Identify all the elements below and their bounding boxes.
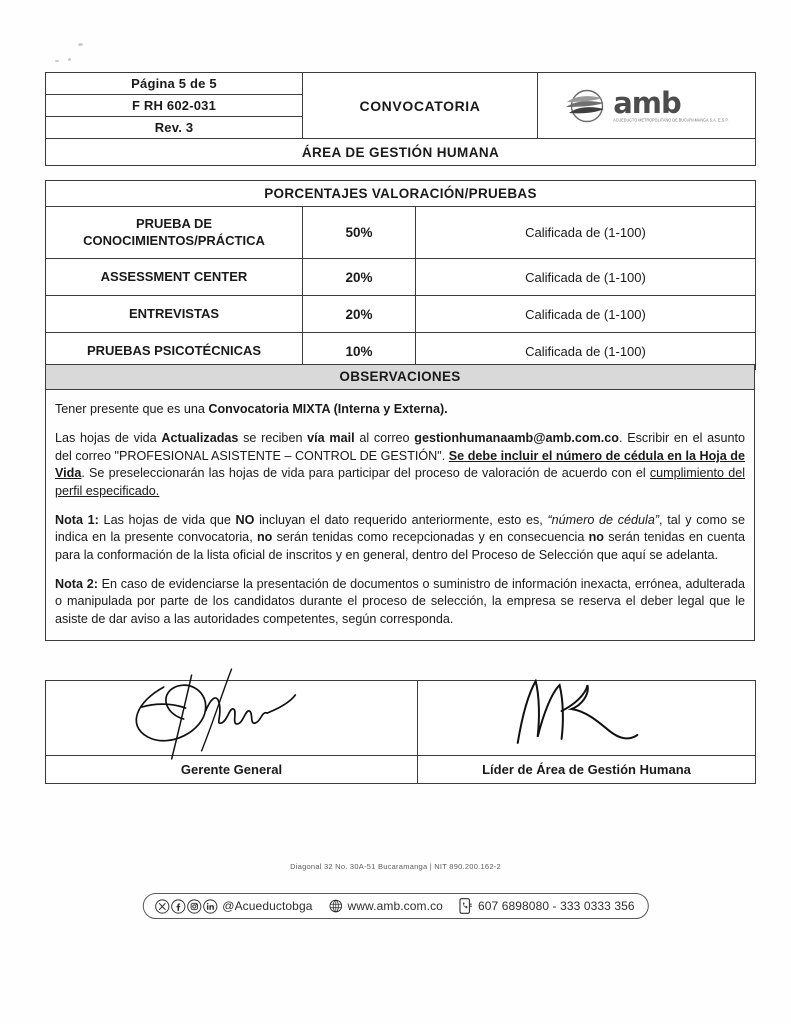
instagram-icon[interactable] <box>186 899 201 914</box>
obs-p2-t4: . Escribir en el asunto del correo "PROFESIONAL ASISTENTE – CONTROL DE GESTIÓN". <box>55 431 745 463</box>
observations-band-title: OBSERVACIONES <box>46 365 754 390</box>
nota1-b2: no <box>256 530 273 545</box>
phone-numbers[interactable]: 607 6898080 - 333 0333 356 <box>477 899 635 913</box>
website-link[interactable]: www.amb.com.co <box>347 899 443 913</box>
obs-p2-b1: Actualizadas <box>161 431 239 446</box>
nota1-t4: serán tenidas como recepcionadas y en consecuencia <box>272 530 589 545</box>
nota1-b1: NO <box>235 512 255 527</box>
signature-table <box>45 680 756 784</box>
document-header <box>45 72 756 166</box>
signature-cell-right <box>418 681 756 756</box>
obs-p2-t3: al correo <box>354 431 415 446</box>
page-number-cell: Página 5 de 5 <box>46 73 303 95</box>
test-name: PRUEBAS PSICOTÉCNICAS <box>46 333 303 370</box>
test-note: Calificada de (1-100) <box>416 259 756 296</box>
revision-cell: Rev. 3 <box>46 117 303 139</box>
obs-p2-bold-underline: Se debe incluir el número de cédula en la Hoja de Vida <box>55 448 745 481</box>
social-handle[interactable]: @Acueductobga <box>222 899 313 913</box>
logo-text <box>613 85 729 123</box>
test-percent: 50% <box>303 207 416 259</box>
nota1-italic: “número de cédula” <box>547 512 660 527</box>
scan-speck <box>68 58 71 61</box>
header-row-area <box>46 139 756 166</box>
header-table <box>45 72 756 166</box>
obs-p1-bold: Convocatoria MIXTA (Interna y Externa). <box>208 402 448 416</box>
signature-label-row <box>46 756 756 784</box>
nota1-t2: incluyan el dato requerido anteriormente, esto es, <box>254 512 548 527</box>
nota2-label: Nota 2: <box>55 577 98 591</box>
observations-paragraph-2 <box>55 430 745 500</box>
test-note: Calificada de (1-100) <box>416 207 756 259</box>
signature-label-right: Líder de Área de Gestión Humana <box>418 756 756 784</box>
signature-image-row <box>46 681 756 756</box>
percentages-band-row <box>46 181 756 207</box>
footer-contact-bar <box>142 893 648 919</box>
obs-p2-email: gestionhumanaamb@amb.com.co <box>414 431 619 446</box>
obs-p2-underline: cumplimiento del perfil especificado. <box>55 466 745 498</box>
globe-icon <box>329 899 343 913</box>
observations-body <box>46 390 754 640</box>
nota1-t5: serán tenidas en cuenta para la conformación de la lista oficial de inscritos y en general, dentro del Proceso de Selección que aquí se adelanta. <box>55 530 745 562</box>
form-code-cell: F RH 602-031 <box>46 95 303 117</box>
logo-cell <box>538 73 756 139</box>
table-row <box>46 259 756 296</box>
test-percent: 10% <box>303 333 416 370</box>
linkedin-icon[interactable] <box>202 899 217 914</box>
percentages-band-title: PORCENTAJES VALORACIÓN/PRUEBAS <box>46 181 756 207</box>
nota1-b3: no <box>588 530 604 545</box>
nota2-text: En caso de evidenciarse la presentación de documentos o suministro de información inexacta, errónea, adulterada o manipulada por parte de los candidatos durante el proceso de selección, la empresa se reserva el deber legal que le asiste de dar aviso a las autoridades competentes, según corresponda. <box>55 577 745 626</box>
facebook-icon[interactable] <box>170 899 185 914</box>
signature-gerente-general <box>46 667 417 763</box>
observations-paragraph-1 <box>55 401 745 418</box>
logo-wordmark: amb <box>613 85 681 120</box>
amb-wave-icon <box>564 89 610 123</box>
test-percent: 20% <box>303 296 416 333</box>
test-percent: 20% <box>303 259 416 296</box>
x-icon[interactable] <box>154 899 169 914</box>
document-title-cell: CONVOCATORIA <box>303 73 538 139</box>
test-name: ENTREVISTAS <box>46 296 303 333</box>
footer-address: Diagonal 32 No. 30A-51 Bucaramanga | NIT 890.200.162-2 <box>290 862 501 871</box>
observations-section <box>45 364 755 641</box>
header-row-page <box>46 73 756 95</box>
observations-nota-2 <box>55 576 745 628</box>
observations-nota-1 <box>55 512 745 564</box>
signature-lider-area <box>418 667 755 763</box>
test-note: Calificada de (1-100) <box>416 296 756 333</box>
logo-subtitle: ACUEDUCTO METROPOLITANO DE BUCARAMANGA S.A. E.S.P. <box>613 117 729 123</box>
test-name: ASSESSMENT CENTER <box>46 259 303 296</box>
test-name: PRUEBA DE CONOCIMIENTOS/PRÁCTICA <box>46 207 303 259</box>
mobile-phone-icon <box>459 898 473 914</box>
scan-speck <box>78 43 83 46</box>
scan-speck <box>55 60 59 62</box>
percentages-section <box>45 180 756 370</box>
nota1-t3: , tal y como se indica en la presente convocatoria, <box>55 512 745 545</box>
table-row <box>46 207 756 259</box>
percentages-table <box>45 180 756 370</box>
obs-p2-t2: se reciben <box>238 431 308 446</box>
test-note: Calificada de (1-100) <box>416 333 756 370</box>
table-row <box>46 296 756 333</box>
nota1-t1: Las hojas de vida que <box>98 512 236 527</box>
obs-p2-b2: vía mail <box>307 431 355 446</box>
obs-p2-t5: . Se preseleccionarán las hojas de vida para participar del proceso de valoración de acuerdo con el <box>81 466 650 481</box>
signature-section <box>45 680 756 784</box>
obs-p2-t1: Las hojas de vida <box>55 431 162 446</box>
obs-p1-lead: Tener presente que es una <box>55 402 209 416</box>
social-icons-group <box>154 899 217 914</box>
signature-cell-left <box>46 681 418 756</box>
nota1-label: Nota 1: <box>55 512 99 527</box>
area-title-cell: ÁREA DE GESTIÓN HUMANA <box>46 139 756 166</box>
amb-logo <box>538 85 755 123</box>
signature-label-left: Gerente General <box>46 756 418 784</box>
